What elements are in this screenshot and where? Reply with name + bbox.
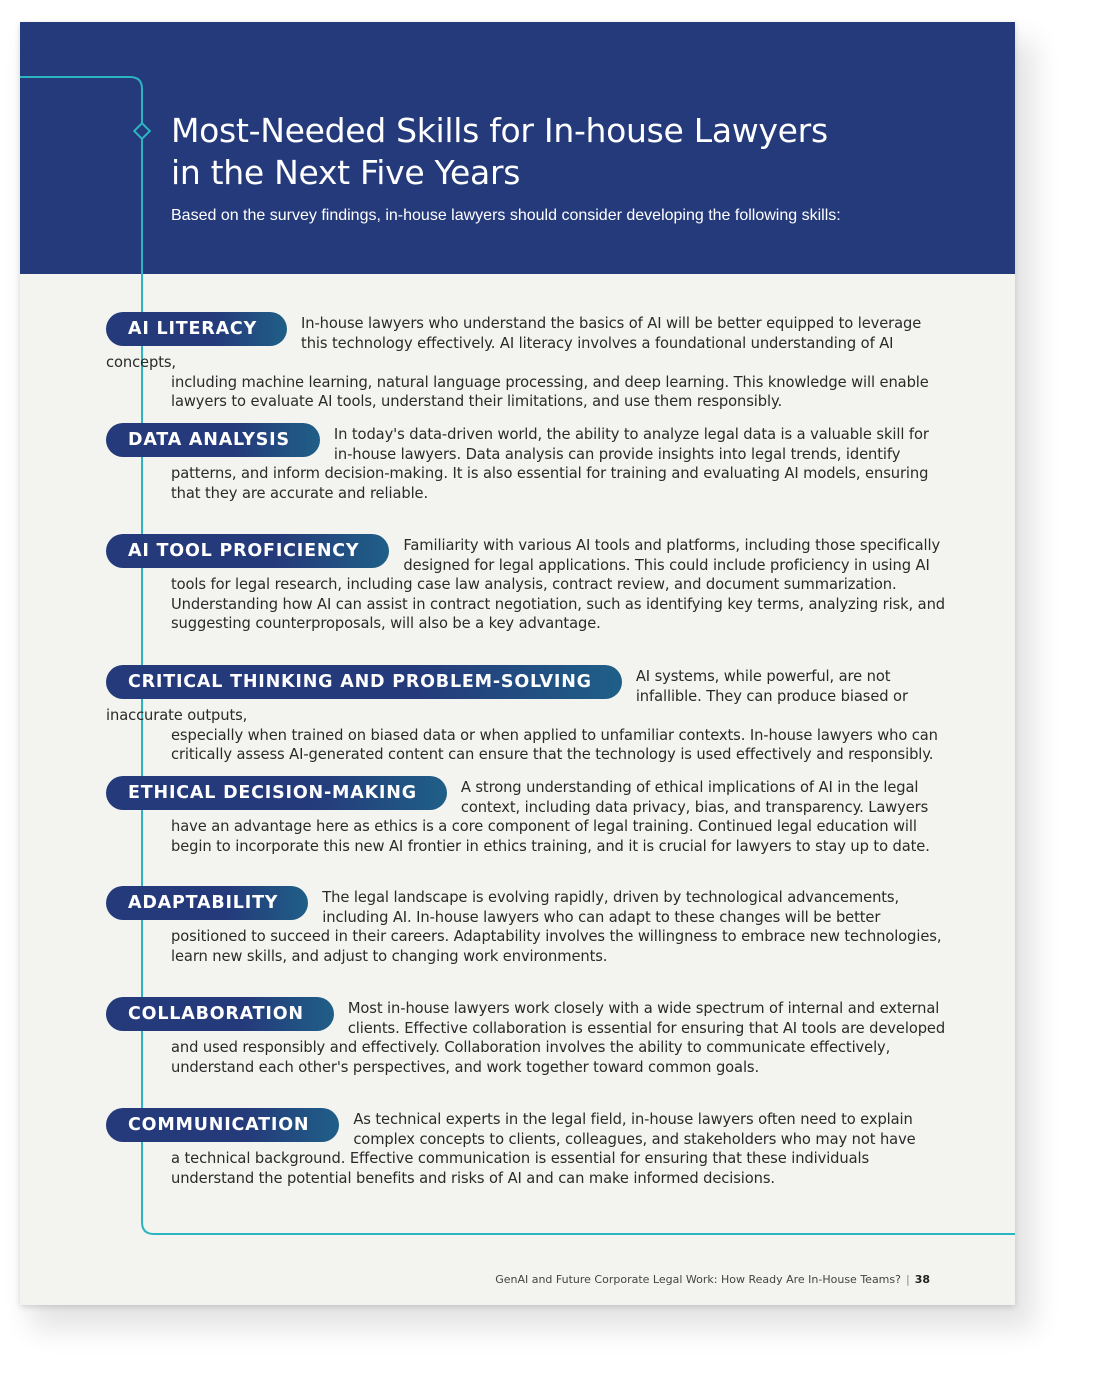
skill-pill-ai-literacy: AI LITERACY: [106, 312, 287, 346]
skill-description-lead: In-house lawyers who understand the basics of AI will be better equipped to leverage this technology effectively. AI literacy involves a foundational understanding of AI concepts,: [106, 315, 922, 371]
title-line-2: in the Next Five Years: [171, 153, 521, 192]
skill-adaptability: [106, 888, 946, 966]
skill-description-rest: including machine learning, natural language processing, and deep learning. This knowledge will enable lawyers to evaluate AI tools, understand their limitations, and use them responsibly.: [171, 373, 929, 410]
skill-description-rest: patterns, and inform decision-making. It is also essential for training and evaluating AI models, ensuring that they are accurate and reliable.: [171, 465, 929, 502]
skill-critical-thinking: [106, 667, 946, 765]
skill-description-lead: The legal landscape is evolving rapidly, driven by technological advancements, including AI. In-house lawyers who can adapt to these changes will be better: [322, 889, 900, 926]
footer-publication-title: GenAI and Future Corporate Legal Work: How Ready Are In-House Teams?: [495, 1273, 901, 1286]
document-page: [20, 22, 1015, 1305]
skill-description-lead: In today's data-driven world, the ability to analyze legal data is a valuable skill for in-house lawyers. Data analysis can provide insights into legal trends, identify: [333, 426, 929, 463]
page-title: [171, 110, 971, 194]
skill-data-analysis: [106, 425, 946, 503]
skill-ethical-decision-making: [106, 778, 946, 856]
skill-description-lead: As technical experts in the legal field, in-house lawyers often need to explain complex concepts to clients, colleagues, and stakeholders who may not have: [353, 1111, 916, 1148]
skill-pill-communication: COMMUNICATION: [106, 1108, 339, 1142]
skill-pill-ai-tool-proficiency: AI TOOL PROFICIENCY: [106, 534, 389, 568]
skill-ai-literacy: [106, 314, 946, 412]
skill-description-rest: have an advantage here as ethics is a core component of legal training. Continued legal education will begin to incorporate this new AI frontier in ethics training, and it is crucial for lawyers to stay up to date.: [171, 818, 930, 855]
skill-description-lead: A strong understanding of ethical implications of AI in the legal context, including data privacy, bias, and transparency. Lawyers: [460, 779, 929, 816]
skill-description-rest: positioned to succeed in their careers. Adaptability involves the willingness to embrace new technologies, learn new skills, and adjust to changing work environments.: [171, 928, 942, 965]
skill-description-rest: tools for legal research, including case law analysis, contract review, and document summarization. Understanding how AI can assist in contract negotiation, such as identifying key terms, analyzing risk, and suggesting counterproposals, will also be a key advantage.: [171, 576, 945, 632]
page-number: 38: [914, 1273, 930, 1286]
skill-pill-collaboration: COLLABORATION: [106, 997, 334, 1031]
skill-description-lead: Most in-house lawyers work closely with a wide spectrum of internal and external clients. Effective collaboration is essential for ensuring that AI tools are developed: [347, 1000, 946, 1037]
skill-description-lead: Familiarity with various AI tools and platforms, including those specifically designed for legal applications. This could include proficiency in using AI: [403, 537, 941, 574]
page-subtitle: Based on the survey findings, in-house lawyers should consider developing the following skills:: [171, 207, 841, 224]
skill-communication: [106, 1110, 946, 1188]
skill-description-rest: especially when trained on biased data or when applied to unfamiliar contexts. In-house lawyers who can critically assess AI-generated content can ensure that the technology is used effectively and responsibly.: [171, 726, 938, 763]
skill-pill-ethical-decision-making: ETHICAL DECISION-MAKING: [106, 776, 447, 810]
skill-pill-adaptability: ADAPTABILITY: [106, 886, 308, 920]
skill-description-rest: a technical background. Effective communication is essential for ensuring that these individuals understand the potential benefits and risks of AI and can make informed decisions.: [171, 1150, 870, 1187]
skill-description-rest: and used responsibly and effectively. Collaboration involves the ability to communicate effectively, understand each other's perspectives, and work together toward common goals.: [171, 1039, 891, 1076]
skill-ai-tool-proficiency: [106, 536, 946, 634]
footer-separator: |: [905, 1273, 910, 1286]
page-footer: [495, 1273, 930, 1286]
skill-collaboration: [106, 999, 946, 1077]
skill-pill-critical-thinking: CRITICAL THINKING AND PROBLEM-SOLVING: [106, 665, 622, 699]
title-line-1: Most-Needed Skills for In-house Lawyers: [171, 111, 828, 150]
skill-pill-data-analysis: DATA ANALYSIS: [106, 423, 320, 457]
skill-description-lead: AI systems, while powerful, are not infallible. They can produce biased or inaccurate outputs,: [106, 668, 908, 724]
